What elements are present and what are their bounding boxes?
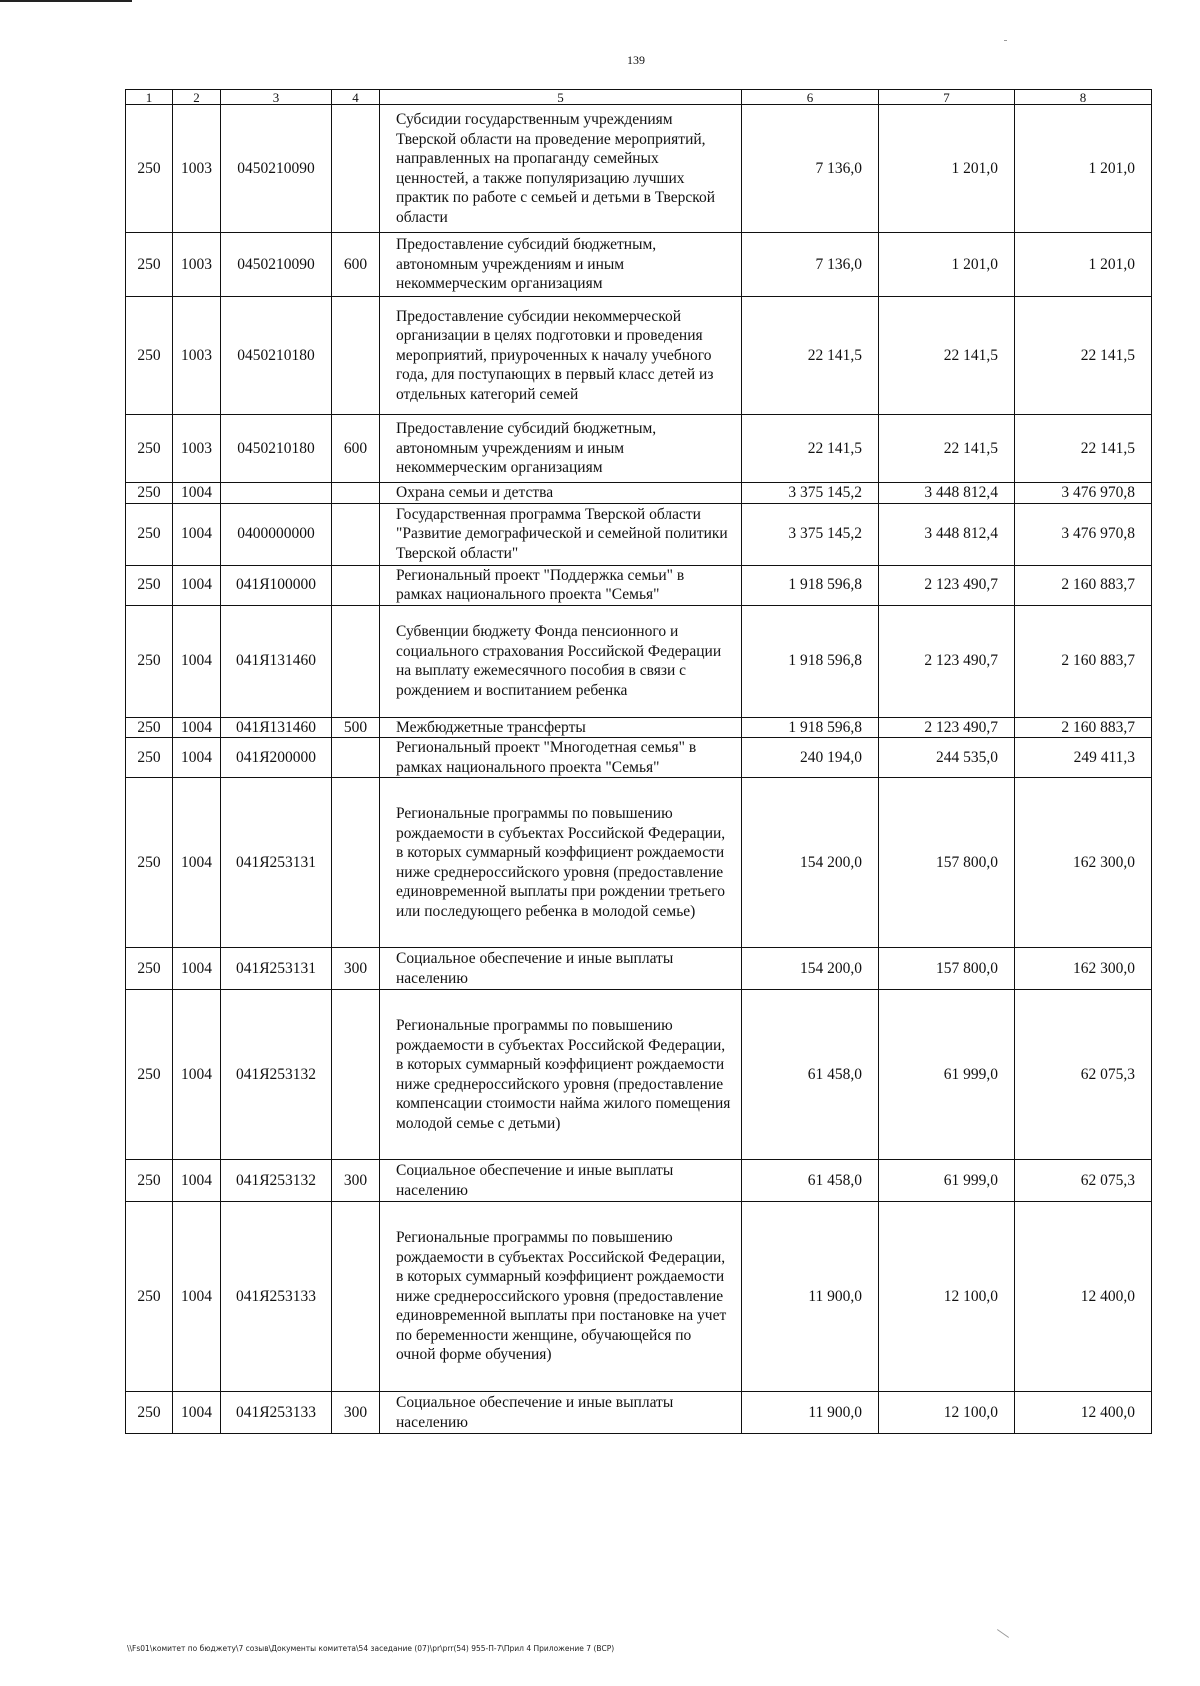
table-row xyxy=(126,738,1152,778)
table-row xyxy=(126,483,1152,504)
cell-amount-col7: 22 141,5 xyxy=(879,415,1015,483)
cell-section-code: 1004 xyxy=(173,948,221,990)
cell-target-article: 041Я253133 xyxy=(221,1202,332,1392)
cell-target-article: 041Я131460 xyxy=(221,605,332,717)
cell-chapter-code: 250 xyxy=(126,738,173,778)
cell-expense-type: 300 xyxy=(332,1392,380,1434)
cell-section-code: 1004 xyxy=(173,738,221,778)
cell-expense-type xyxy=(332,483,380,504)
cell-amount-col8: 1 201,0 xyxy=(1015,105,1152,233)
cell-amount-col6: 1 918 596,8 xyxy=(742,605,879,717)
cell-target-article: 0400000000 xyxy=(221,503,332,565)
cell-amount-col6: 3 375 145,2 xyxy=(742,483,879,504)
cell-chapter-code: 250 xyxy=(126,948,173,990)
cell-chapter-code: 250 xyxy=(126,483,173,504)
table-row xyxy=(126,1202,1152,1392)
cell-amount-col7: 244 535,0 xyxy=(879,738,1015,778)
cell-chapter-code: 250 xyxy=(126,415,173,483)
cell-amount-col7: 2 123 490,7 xyxy=(879,717,1015,738)
cell-amount-col6: 7 136,0 xyxy=(742,233,879,297)
cell-amount-col8: 249 411,3 xyxy=(1015,738,1152,778)
table-row xyxy=(126,605,1152,717)
cell-chapter-code: 250 xyxy=(126,605,173,717)
table-row xyxy=(126,233,1152,297)
cell-amount-col8: 12 400,0 xyxy=(1015,1202,1152,1392)
cell-section-code: 1003 xyxy=(173,233,221,297)
cell-expense-type: 300 xyxy=(332,948,380,990)
footer-file-path: \\Fs01\комитет по бюджету\7 созыв\Документы комитета\54 заседание (07)\pr\prr(54) 955-П-7\Прил 4 Приложение 7 (ВСР) xyxy=(127,1644,615,1653)
cell-amount-col6: 11 900,0 xyxy=(742,1392,879,1434)
cell-amount-col6: 7 136,0 xyxy=(742,105,879,233)
cell-amount-col8: 2 160 883,7 xyxy=(1015,605,1152,717)
cell-target-article: 041Я253131 xyxy=(221,778,332,948)
cell-amount-col6: 3 375 145,2 xyxy=(742,503,879,565)
cell-amount-col6: 154 200,0 xyxy=(742,778,879,948)
cell-amount-col8: 22 141,5 xyxy=(1015,297,1152,415)
cell-chapter-code: 250 xyxy=(126,297,173,415)
cell-name: Охрана семьи и детства xyxy=(380,483,742,504)
table-row xyxy=(126,297,1152,415)
cell-section-code: 1003 xyxy=(173,297,221,415)
column-header: 4 xyxy=(332,90,380,105)
cell-name: Государственная программа Тверской области "Развитие демографической и семейной политики Тверской области" xyxy=(380,503,742,565)
column-header: 2 xyxy=(173,90,221,105)
cell-expense-type xyxy=(332,1202,380,1392)
cell-amount-col6: 22 141,5 xyxy=(742,297,879,415)
cell-expense-type xyxy=(332,503,380,565)
cell-amount-col7: 12 100,0 xyxy=(879,1392,1015,1434)
cell-amount-col7: 22 141,5 xyxy=(879,297,1015,415)
table-row xyxy=(126,948,1152,990)
cell-amount-col7: 3 448 812,4 xyxy=(879,503,1015,565)
cell-amount-col7: 12 100,0 xyxy=(879,1202,1015,1392)
cell-chapter-code: 250 xyxy=(126,565,173,605)
cell-section-code: 1003 xyxy=(173,105,221,233)
cell-name: Региональные программы по повышению рождаемости в субъектах Российской Федерации, в которых суммарный коэффициент рождаемости ниже среднероссийского уровня (предоставление компенсации стоимости найма жилого помещения молодой семье с детьми) xyxy=(380,990,742,1160)
table-row xyxy=(126,503,1152,565)
cell-chapter-code: 250 xyxy=(126,778,173,948)
cell-name: Субсидии государственным учреждениям Тверской области на проведение мероприятий, направленных на пропаганду семейных ценностей, а также популяризацию лучших практик по работе с семьей и детьми в Тверской области xyxy=(380,105,742,233)
budget-table xyxy=(125,89,1152,1434)
table-row xyxy=(126,415,1152,483)
cell-name: Региональные программы по повышению рождаемости в субъектах Российской Федерации, в которых суммарный коэффициент рождаемости ниже среднероссийского уровня (предоставление единовременной выплаты при рождении третьего или последующего ребенка в молодой семье) xyxy=(380,778,742,948)
cell-section-code: 1004 xyxy=(173,1392,221,1434)
cell-amount-col7: 1 201,0 xyxy=(879,233,1015,297)
cell-name: Предоставление субсидий бюджетным, автономным учреждениям и иным некоммерческим организациям xyxy=(380,415,742,483)
cell-amount-col8: 12 400,0 xyxy=(1015,1392,1152,1434)
cell-section-code: 1004 xyxy=(173,483,221,504)
cell-expense-type xyxy=(332,105,380,233)
cell-name: Предоставление субсидии некоммерческой организации в целях подготовки и проведения мероприятий, приуроченных к началу учебного года, для поступающих в первый класс детей из отдельных категорий семей xyxy=(380,297,742,415)
table-row xyxy=(126,1392,1152,1434)
column-header: 5 xyxy=(380,90,742,105)
cell-target-article: 041Я253131 xyxy=(221,948,332,990)
table-row xyxy=(126,105,1152,233)
cell-target-article: 0450210090 xyxy=(221,233,332,297)
cell-amount-col8: 2 160 883,7 xyxy=(1015,717,1152,738)
cell-amount-col6: 22 141,5 xyxy=(742,415,879,483)
cell-chapter-code: 250 xyxy=(126,717,173,738)
cell-name: Региональный проект "Многодетная семья" в рамках национального проекта "Семья" xyxy=(380,738,742,778)
cell-target-article xyxy=(221,483,332,504)
cell-name: Субвенции бюджету Фонда пенсионного и социального страхования Российской Федерации на выплату ежемесячного пособия в связи с рождением и воспитанием ребенка xyxy=(380,605,742,717)
cell-chapter-code: 250 xyxy=(126,503,173,565)
cell-target-article: 041Я100000 xyxy=(221,565,332,605)
cell-target-article: 0450210180 xyxy=(221,415,332,483)
cell-section-code: 1004 xyxy=(173,1202,221,1392)
cell-amount-col8: 2 160 883,7 xyxy=(1015,565,1152,605)
cell-chapter-code: 250 xyxy=(126,105,173,233)
cell-chapter-code: 250 xyxy=(126,1160,173,1202)
cell-name: Социальное обеспечение и иные выплаты населению xyxy=(380,948,742,990)
cell-expense-type: 600 xyxy=(332,415,380,483)
cell-amount-col7: 157 800,0 xyxy=(879,778,1015,948)
cell-section-code: 1004 xyxy=(173,1160,221,1202)
cell-section-code: 1004 xyxy=(173,565,221,605)
scan-speck xyxy=(1004,40,1007,41)
cell-amount-col8: 162 300,0 xyxy=(1015,948,1152,990)
cell-amount-col8: 22 141,5 xyxy=(1015,415,1152,483)
column-header: 8 xyxy=(1015,90,1152,105)
cell-name: Региональный проект "Поддержка семьи" в рамках национального проекта "Семья" xyxy=(380,565,742,605)
cell-amount-col6: 154 200,0 xyxy=(742,948,879,990)
column-header: 7 xyxy=(879,90,1015,105)
column-header: 1 xyxy=(126,90,173,105)
cell-name: Межбюджетные трансферты xyxy=(380,717,742,738)
cell-expense-type xyxy=(332,738,380,778)
cell-target-article: 041Я253132 xyxy=(221,1160,332,1202)
cell-chapter-code: 250 xyxy=(126,1202,173,1392)
cell-name: Социальное обеспечение и иные выплаты населению xyxy=(380,1160,742,1202)
cell-amount-col8: 62 075,3 xyxy=(1015,1160,1152,1202)
cell-amount-col8: 162 300,0 xyxy=(1015,778,1152,948)
column-header: 6 xyxy=(742,90,879,105)
cell-amount-col8: 62 075,3 xyxy=(1015,990,1152,1160)
column-header: 3 xyxy=(221,90,332,105)
cell-expense-type xyxy=(332,990,380,1160)
table-row xyxy=(126,565,1152,605)
cell-amount-col6: 1 918 596,8 xyxy=(742,717,879,738)
cell-amount-col6: 240 194,0 xyxy=(742,738,879,778)
cell-amount-col7: 2 123 490,7 xyxy=(879,605,1015,717)
cell-chapter-code: 250 xyxy=(126,990,173,1160)
table-row xyxy=(126,778,1152,948)
column-header-row xyxy=(126,90,1152,105)
cell-amount-col7: 61 999,0 xyxy=(879,990,1015,1160)
cell-expense-type xyxy=(332,565,380,605)
cell-section-code: 1004 xyxy=(173,990,221,1160)
cell-amount-col7: 157 800,0 xyxy=(879,948,1015,990)
cell-expense-type xyxy=(332,778,380,948)
cell-target-article: 0450210090 xyxy=(221,105,332,233)
cell-amount-col6: 61 458,0 xyxy=(742,1160,879,1202)
scan-corner-mark xyxy=(0,0,132,2)
table-row xyxy=(126,990,1152,1160)
cell-amount-col6: 11 900,0 xyxy=(742,1202,879,1392)
cell-expense-type: 600 xyxy=(332,233,380,297)
cell-target-article: 041Я253133 xyxy=(221,1392,332,1434)
cell-target-article: 041Я200000 xyxy=(221,738,332,778)
cell-expense-type xyxy=(332,297,380,415)
cell-amount-col7: 2 123 490,7 xyxy=(879,565,1015,605)
cell-amount-col7: 1 201,0 xyxy=(879,105,1015,233)
cell-amount-col8: 3 476 970,8 xyxy=(1015,483,1152,504)
cell-target-article: 041Я253132 xyxy=(221,990,332,1160)
cell-amount-col6: 1 918 596,8 xyxy=(742,565,879,605)
table-row xyxy=(126,1160,1152,1202)
cell-section-code: 1003 xyxy=(173,415,221,483)
cell-section-code: 1004 xyxy=(173,503,221,565)
cell-name: Региональные программы по повышению рождаемости в субъектах Российской Федерации, в которых суммарный коэффициент рождаемости ниже среднероссийского уровня (предоставление единовременной выплаты при постановке на учет по беременности женщине, обучающейся по очной форме обучения) xyxy=(380,1202,742,1392)
cell-amount-col6: 61 458,0 xyxy=(742,990,879,1160)
cell-amount-col8: 1 201,0 xyxy=(1015,233,1152,297)
page-number: 139 xyxy=(627,53,645,67)
cell-chapter-code: 250 xyxy=(126,233,173,297)
cell-expense-type xyxy=(332,605,380,717)
scan-speck xyxy=(997,1629,1009,1638)
cell-section-code: 1004 xyxy=(173,605,221,717)
cell-name: Социальное обеспечение и иные выплаты населению xyxy=(380,1392,742,1434)
cell-expense-type: 500 xyxy=(332,717,380,738)
cell-amount-col7: 61 999,0 xyxy=(879,1160,1015,1202)
cell-target-article: 0450210180 xyxy=(221,297,332,415)
cell-chapter-code: 250 xyxy=(126,1392,173,1434)
cell-target-article: 041Я131460 xyxy=(221,717,332,738)
cell-amount-col7: 3 448 812,4 xyxy=(879,483,1015,504)
cell-expense-type: 300 xyxy=(332,1160,380,1202)
cell-section-code: 1004 xyxy=(173,717,221,738)
cell-section-code: 1004 xyxy=(173,778,221,948)
table-row xyxy=(126,717,1152,738)
cell-amount-col8: 3 476 970,8 xyxy=(1015,503,1152,565)
cell-name: Предоставление субсидий бюджетным, автономным учреждениям и иным некоммерческим организациям xyxy=(380,233,742,297)
